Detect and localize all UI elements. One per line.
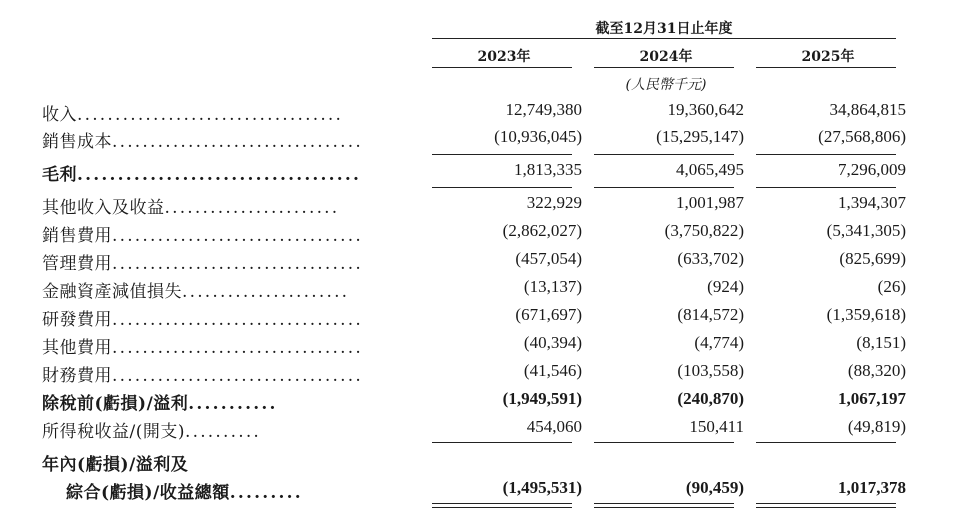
value-2023: (10,936,045) bbox=[494, 127, 582, 146]
table-row bbox=[0, 277, 960, 305]
table-row bbox=[0, 450, 960, 478]
row-label: 綜合(虧損)/收益總額......... bbox=[66, 483, 303, 503]
value-2025: (49,819) bbox=[847, 417, 906, 436]
table-row bbox=[0, 221, 960, 249]
subtotal-rule bbox=[594, 442, 734, 443]
row-label: 金融資產減值損失...................... bbox=[42, 282, 350, 302]
value-2025: (26) bbox=[877, 277, 906, 296]
value-2024: (924) bbox=[707, 277, 744, 296]
value-2023: (41,546) bbox=[523, 361, 582, 380]
table-row bbox=[0, 127, 960, 155]
value-2024: (103,558) bbox=[677, 361, 744, 380]
value-2025: 34,864,815 bbox=[829, 100, 906, 119]
value-2025: (825,699) bbox=[839, 249, 906, 268]
row-label: 所得稅收益/(開支).......... bbox=[42, 422, 262, 442]
value-2023: (1,949,591) bbox=[502, 389, 582, 408]
value-2024: 4,065,495 bbox=[676, 160, 744, 179]
value-2023: (1,495,531) bbox=[502, 478, 582, 497]
value-2023: 12,749,380 bbox=[505, 100, 582, 119]
table-row bbox=[0, 478, 960, 506]
value-2024: 1,001,987 bbox=[676, 193, 744, 212]
value-2023: (671,697) bbox=[515, 305, 582, 324]
subtotal-rule bbox=[756, 187, 896, 188]
value-2024: (633,702) bbox=[677, 249, 744, 268]
header-rule bbox=[432, 38, 896, 39]
subtotal-rule bbox=[756, 442, 896, 443]
table-row bbox=[0, 305, 960, 333]
value-2024: (15,295,147) bbox=[656, 127, 744, 146]
table-row bbox=[0, 389, 960, 417]
period-header: 截至12月31日止年度 bbox=[595, 21, 733, 37]
value-2024: (90,459) bbox=[685, 478, 744, 497]
subtotal-rule bbox=[432, 187, 572, 188]
year-rule-2024 bbox=[594, 67, 734, 68]
year-2023-header: 2023年 bbox=[477, 49, 531, 65]
currency-unit: (人民幣千元) bbox=[625, 77, 707, 93]
total-double-rule bbox=[432, 503, 572, 508]
row-label: 其他收入及收益....................... bbox=[42, 198, 340, 218]
value-2025: (27,568,806) bbox=[818, 127, 906, 146]
row-label: 年內(虧損)/溢利及 bbox=[42, 455, 189, 475]
value-2025: 1,394,307 bbox=[838, 193, 906, 212]
value-2024: (240,870) bbox=[677, 389, 744, 408]
value-2023: (13,137) bbox=[523, 277, 582, 296]
value-2025: (1,359,618) bbox=[826, 305, 906, 324]
row-label: 其他費用................................. bbox=[42, 338, 363, 358]
year-rule-2025 bbox=[756, 67, 896, 68]
row-label: 銷售費用................................. bbox=[42, 226, 363, 246]
table-row bbox=[0, 249, 960, 277]
value-2023: 1,813,335 bbox=[514, 160, 582, 179]
subtotal-rule bbox=[432, 154, 572, 155]
value-2023: (2,862,027) bbox=[502, 221, 582, 240]
value-2025: 1,067,197 bbox=[838, 389, 906, 408]
subtotal-rule bbox=[594, 154, 734, 155]
subtotal-rule bbox=[756, 154, 896, 155]
table-row bbox=[0, 193, 960, 221]
value-2023: 322,929 bbox=[526, 193, 582, 212]
year-2025-header: 2025年 bbox=[801, 49, 855, 65]
total-double-rule bbox=[756, 503, 896, 508]
table-row bbox=[0, 100, 960, 128]
value-2024: (4,774) bbox=[694, 333, 744, 352]
value-2024: (814,572) bbox=[677, 305, 744, 324]
year-rule-2023 bbox=[432, 67, 572, 68]
subtotal-rule bbox=[594, 187, 734, 188]
row-label: 收入................................... bbox=[42, 105, 344, 125]
table-row bbox=[0, 361, 960, 389]
value-2023: 454,060 bbox=[526, 417, 582, 436]
value-2024: (3,750,822) bbox=[664, 221, 744, 240]
value-2023: (457,054) bbox=[515, 249, 582, 268]
row-label: 研發費用................................. bbox=[42, 310, 363, 330]
value-2025: (8,151) bbox=[856, 333, 906, 352]
row-label: 毛利................................... bbox=[42, 165, 362, 185]
row-label: 銷售成本................................. bbox=[42, 132, 363, 152]
table-row bbox=[0, 333, 960, 361]
row-label: 管理費用................................. bbox=[42, 254, 363, 274]
value-2025: 7,296,009 bbox=[838, 160, 906, 179]
table-row bbox=[0, 160, 960, 188]
total-double-rule bbox=[594, 503, 734, 508]
table-row bbox=[0, 417, 960, 445]
value-2023: (40,394) bbox=[523, 333, 582, 352]
subtotal-rule bbox=[432, 442, 572, 443]
value-2025: (5,341,305) bbox=[826, 221, 906, 240]
year-2024-header: 2024年 bbox=[639, 49, 693, 65]
value-2025: (88,320) bbox=[847, 361, 906, 380]
value-2024: 150,411 bbox=[689, 417, 744, 436]
value-2025: 1,017,378 bbox=[838, 478, 906, 497]
row-label: 除稅前(虧損)/溢利........... bbox=[42, 394, 278, 414]
row-label: 財務費用................................. bbox=[42, 366, 363, 386]
value-2024: 19,360,642 bbox=[667, 100, 744, 119]
